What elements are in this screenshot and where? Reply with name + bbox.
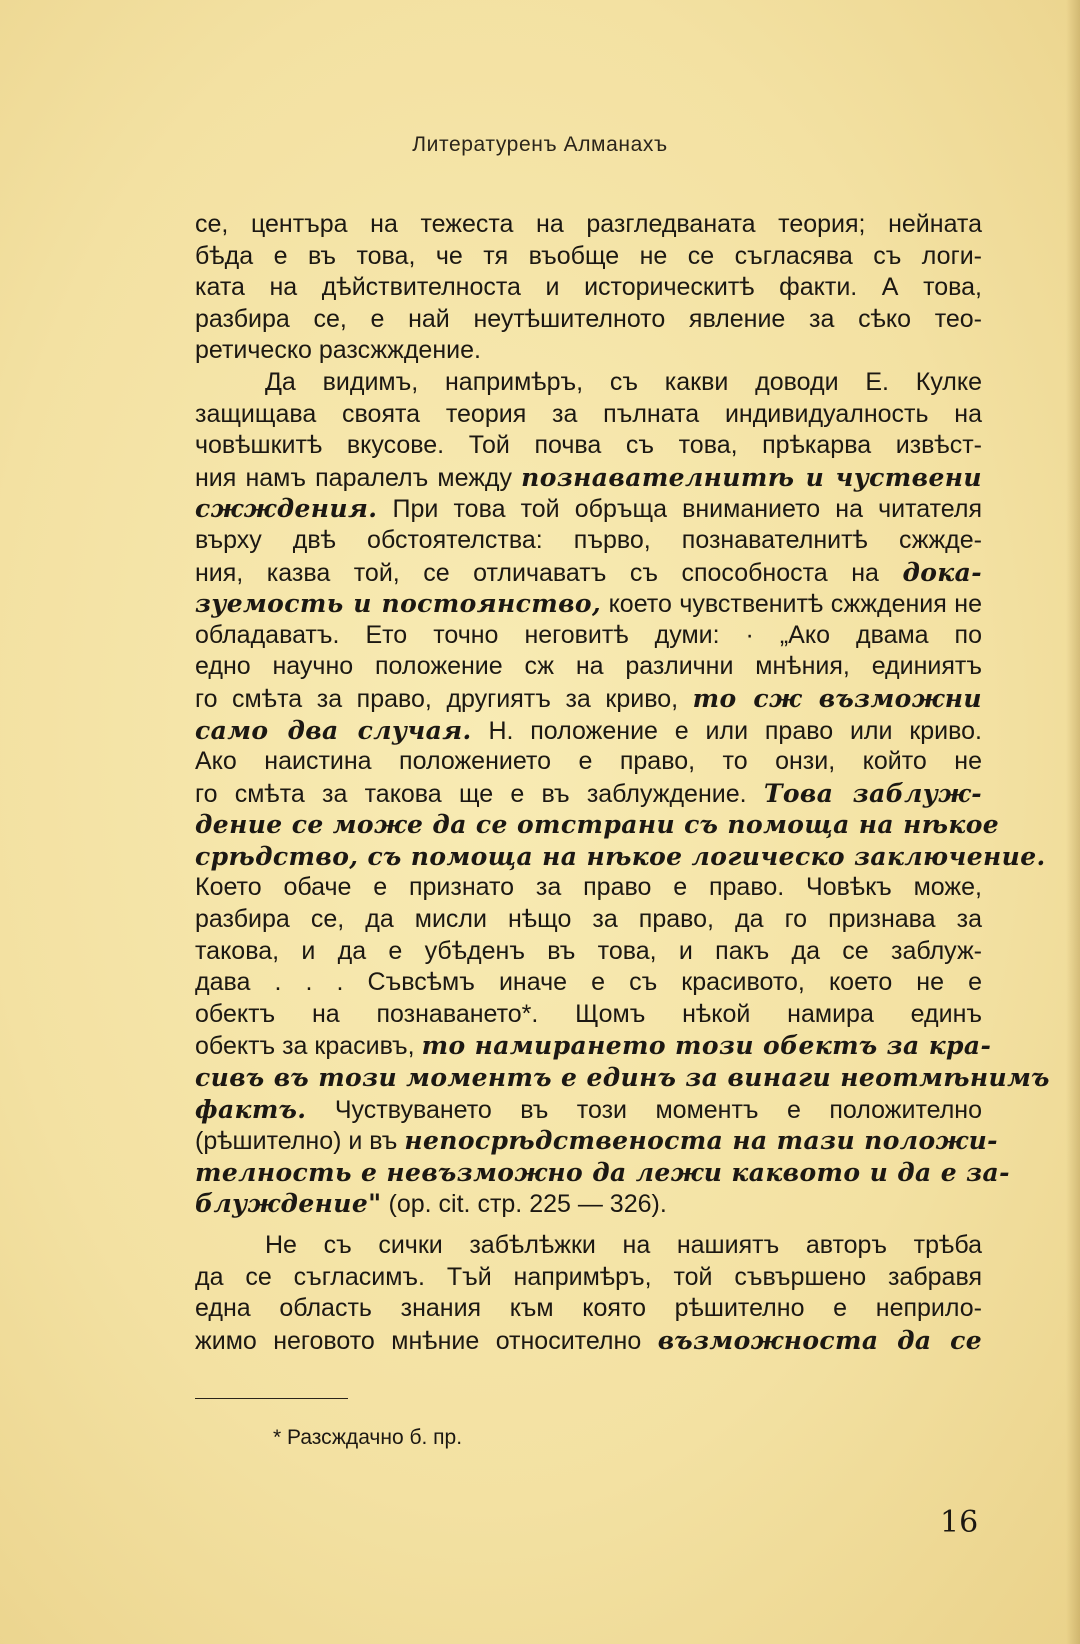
text-line: Ако наистина положението е право, то онзи, който не: [195, 747, 982, 776]
italic-text-line: срѣдство, съ помоща на нѣкое логическо заключение.: [195, 841, 1046, 871]
footnote: * Разсждачно б. пр.: [273, 1426, 463, 1449]
text-line: едно научно положение сж на различни мнѣния, единиятъ: [195, 652, 982, 681]
italic-text: сжждения.: [195, 494, 378, 524]
italic-text: зуемость и постоянство,: [195, 589, 602, 619]
text-line: човѣшкитѣ вкусове. Той почва съ това, прѣкарва извѣст-: [195, 431, 982, 460]
italic-text: блуждение": [195, 1189, 382, 1219]
italic-text: фактъ.: [195, 1094, 307, 1124]
text-line: [195, 715, 982, 747]
text-run: го смѣта за такова ще е въ заблуждение.: [195, 779, 747, 808]
running-title: Литературенъ Алманахъ: [412, 133, 668, 156]
text-run: Н. положение е или право или криво.: [488, 716, 982, 745]
text-line: [195, 683, 982, 715]
italic-text-line: дение се може да се отстрани съ помоща на нѣкое: [195, 810, 1000, 840]
text-line: бѣда е въ това, че тя въобще не се съгласява съ логи-: [195, 241, 982, 270]
italic-text: дока-: [902, 557, 982, 587]
text-run: ния намъ паралелъ между: [195, 463, 513, 492]
text-line: разбира се, да мисли нѣщо за право, да го признава за: [195, 905, 982, 934]
text-run: обектъ за красивъ,: [195, 1032, 415, 1061]
text-run: жимо неговото мнѣние относително: [195, 1326, 642, 1355]
text-line: ретическо разсжждение.: [195, 336, 481, 365]
italic-text-line: сивъ въ този моментъ е единъ за винаги неотмѣнимъ: [195, 1063, 1050, 1093]
text-line: се, центъра на тежеста на разгледваната теория; нейната: [195, 210, 982, 238]
text-line: такова, и да е убѣденъ въ това, и пакъ да се заблуж-: [195, 936, 982, 965]
text-line: Не съ сички забѣлѣжки на нашиятъ авторъ трѣба: [265, 1231, 982, 1259]
italic-text: възможноста да се: [657, 1325, 982, 1355]
text-line: [195, 778, 982, 810]
text-line: [195, 462, 982, 494]
text-line: една область знания към която рѣшително е неприло-: [195, 1294, 982, 1323]
text-line: Да видимъ, напримѣръ, съ какви доводи Е. Кулке: [265, 367, 982, 396]
italic-text: Това заблуж-: [763, 778, 982, 808]
text-run: което чувственитѣ сжждения не: [608, 590, 982, 619]
italic-text: само два случая.: [195, 715, 472, 745]
text-run: (рѣшително) и въ: [195, 1127, 398, 1156]
text-run: го смѣта за право, другиятъ за криво,: [195, 684, 679, 713]
text-line: [195, 493, 982, 525]
text-line: защищава своята теория за пълната индивидуалность на: [195, 399, 982, 428]
body-text: [195, 209, 1050, 1356]
text-line: [195, 557, 982, 589]
text-line: дава . . . Съвсѣмъ иначе е съ красивото, което не е: [195, 968, 982, 997]
text-line: Което обаче е признато за право е право. Човѣкъ може,: [195, 873, 982, 902]
footnote-divider: [195, 1398, 348, 1399]
italic-text-line: телность е невъзможно да лежи каквото и да е за-: [195, 1157, 1010, 1187]
text-line: върху двѣ обстоятелства: първо, познавателнитѣ сжжде-: [195, 525, 982, 554]
text-line: [195, 1325, 982, 1357]
page-number: 16: [940, 1505, 979, 1540]
italic-text: то намирането този обектъ за кра-: [421, 1031, 992, 1061]
text-line: обектъ на познаването*. Щомъ нѣкой намира единъ: [195, 999, 982, 1028]
text-line: [195, 1030, 992, 1062]
page-edge-shadow: [1066, 0, 1080, 1644]
text-line: [195, 1094, 982, 1126]
text-run: ния, казва той, се отличаватъ съ способноста на: [195, 558, 879, 587]
italic-text: познавателнитѣ и чуствени: [521, 462, 982, 492]
text-line: разбира се, е най неутѣшителното явление за сѣко тео-: [195, 304, 982, 333]
text-run: Чуствуването въ този моментъ е положително: [334, 1095, 982, 1124]
text-line: ката на дѣйствителноста и историческитѣ факти. А това,: [195, 273, 982, 302]
italic-text: непосрѣдственоста на тази положи-: [404, 1126, 998, 1156]
text-run: При това той обръща вниманието на читателя: [392, 495, 982, 524]
text-line: [195, 1125, 998, 1157]
italic-text: то сж възможни: [692, 683, 982, 713]
text-line: [195, 588, 982, 620]
text-run: (op. cit. стр. 225 — 326).: [388, 1190, 667, 1219]
text-line: [195, 1188, 982, 1220]
text-line: обладаватъ. Ето точно неговитѣ думи: · „Ако двама по: [195, 620, 982, 649]
paragraph-gap: [195, 1220, 982, 1230]
text-line: да се съгласимъ. Тъй напримѣръ, той съвършено забравя: [195, 1262, 982, 1291]
